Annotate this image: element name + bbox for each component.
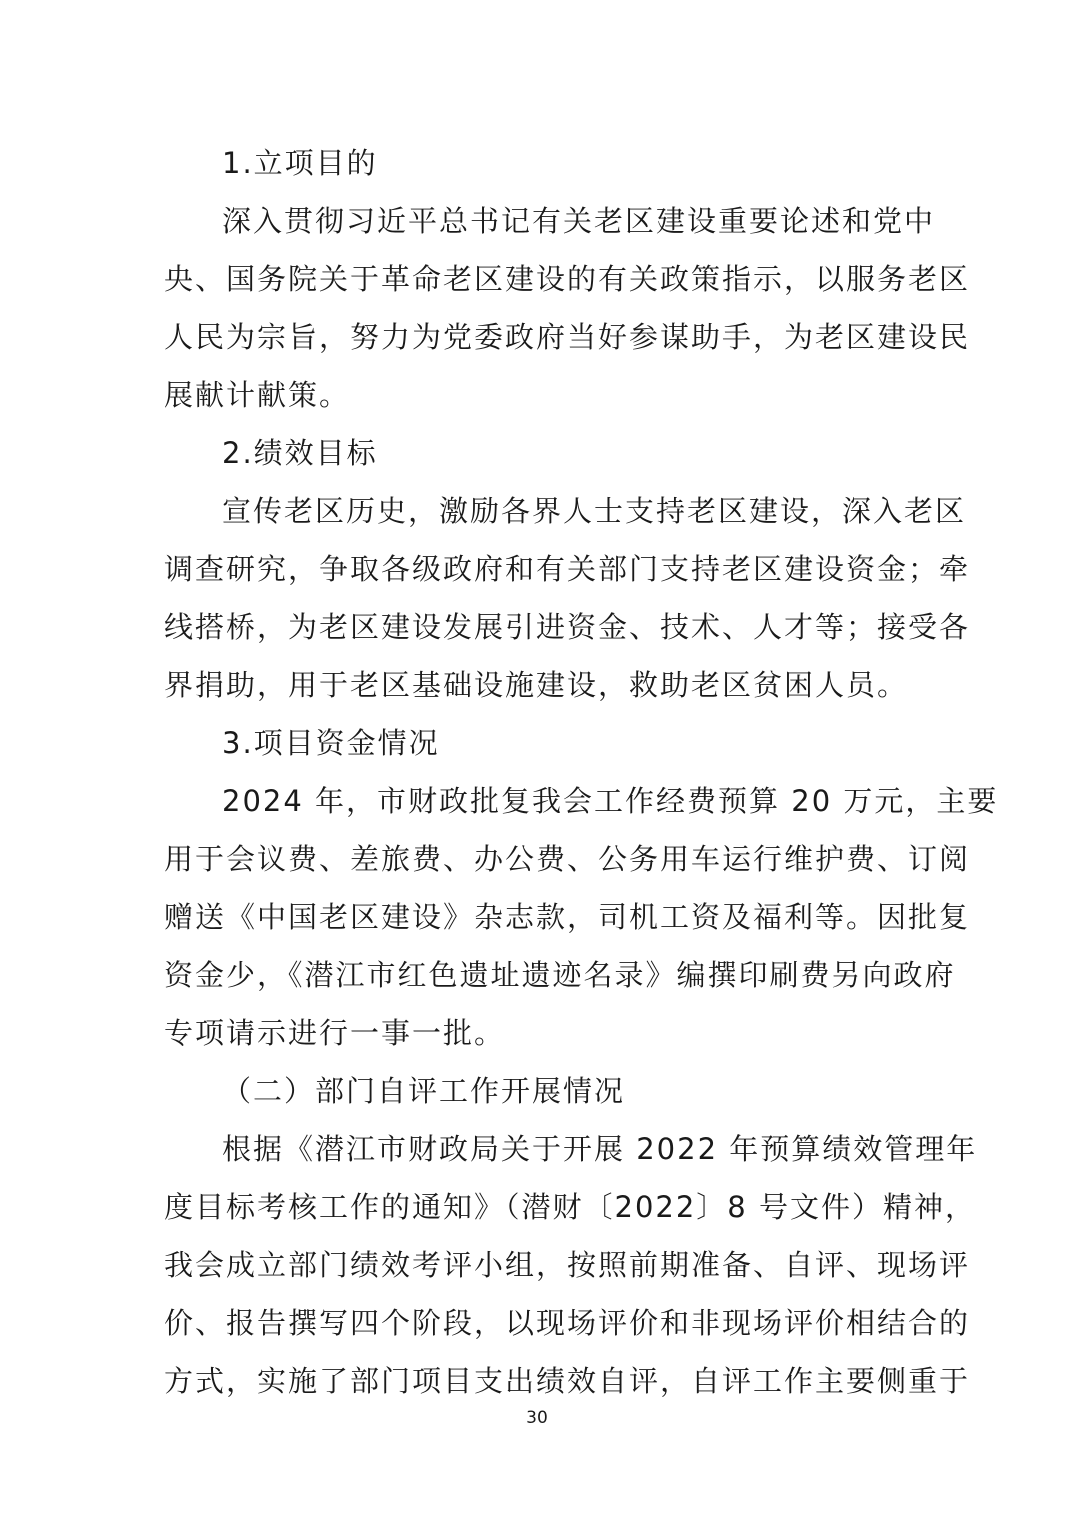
paragraph-line: 调查研究，争取各级政府和有关部门支持老区建设资金；牵 bbox=[164, 552, 971, 586]
heading-project-purpose: 1.立项目的 bbox=[222, 146, 378, 180]
paragraph-line: 我会成立部门绩效考评小组，按照前期准备、自评、现场评 bbox=[164, 1248, 971, 1282]
paragraph-line: 人民为宗旨，努力为党委政府当好参谋助手，为老区建设民 bbox=[164, 320, 971, 354]
paragraph-line: 专项请示进行一事一批。 bbox=[164, 1016, 506, 1050]
paragraph-line: 展献计献策。 bbox=[164, 378, 351, 412]
heading-performance-goals: 2.绩效目标 bbox=[222, 436, 378, 470]
paragraph-line: 方式，实施了部门项目支出绩效自评，自评工作主要侧重于 bbox=[164, 1364, 971, 1398]
paragraph-line: 用于会议费、差旅费、办公费、公务用车运行维护费、订阅 bbox=[164, 842, 971, 876]
paragraph-line: 线搭桥，为老区建设发展引进资金、技术、人才等；接受各 bbox=[164, 610, 971, 644]
paragraph-line: 2024 年，市财政批复我会工作经费预算 20 万元，主要 bbox=[222, 784, 999, 818]
heading-project-funds: 3.项目资金情况 bbox=[222, 726, 440, 760]
paragraph-line: 资金少，《潜江市红色遗址遗迹名录》编撰印刷费另向政府 bbox=[164, 958, 956, 992]
paragraph-line: 根据《潜江市财政局关于开展 2022 年预算绩效管理年 bbox=[222, 1132, 978, 1166]
paragraph-line: 价、报告撰写四个阶段，以现场评价和非现场评价相结合的 bbox=[164, 1306, 971, 1340]
paragraph-line: 宣传老区历史，激励各界人士支持老区建设，深入老区 bbox=[222, 494, 967, 528]
paragraph-line: 度目标考核工作的通知》（潜财〔2022〕8 号文件）精神， bbox=[164, 1190, 976, 1224]
paragraph-line: 深入贯彻习近平总书记有关老区建设重要论述和党中 bbox=[222, 204, 936, 238]
document-body bbox=[164, 134, 999, 1410]
page-number: 30 bbox=[526, 1408, 548, 1428]
paragraph-line: 赠送《中国老区建设》杂志款，司机工资及福利等。因批复 bbox=[164, 900, 971, 934]
paragraph-line: 央、国务院关于革命老区建设的有关政策指示，以服务老区 bbox=[164, 262, 971, 296]
paragraph-line: 界捐助，用于老区基础设施建设，救助老区贫困人员。 bbox=[164, 668, 909, 702]
heading-self-evaluation: （二）部门自评工作开展情况 bbox=[222, 1074, 626, 1108]
